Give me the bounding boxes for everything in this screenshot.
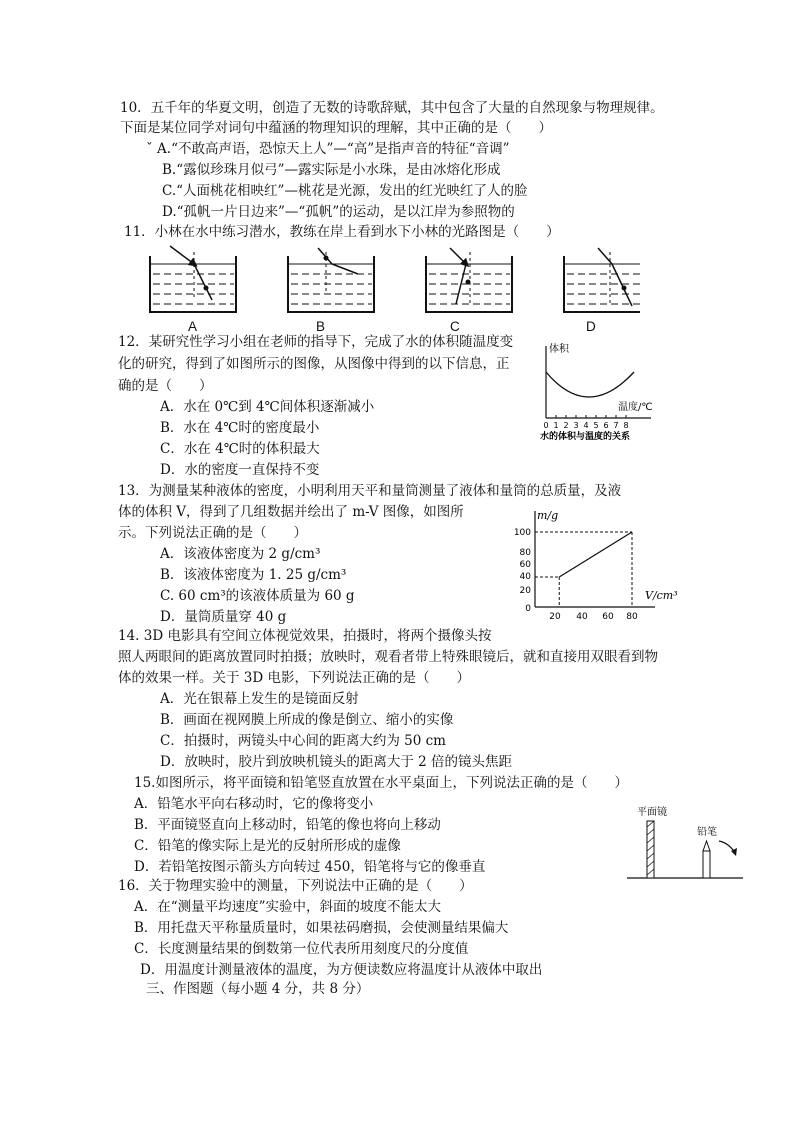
q11-label-d: D [586,319,596,334]
q15-pencil-label: 铅笔 [697,827,717,838]
q12-chart-caption: 水的体积与温度的关系 [540,432,631,442]
q11-figure-c [426,248,512,312]
q12-tick: 5 [593,421,599,430]
q11-figure-d [564,248,640,312]
q13-option-b: B．该液体密度为 1. 25 g/cm³ [160,567,347,583]
q13-data-line [559,532,632,577]
q13-option-c: C. 60 cm³的该液体质量为 60 g [160,588,355,604]
q12-chart-xlabel: 温度/℃ [618,402,653,413]
q12-tick: 4 [583,421,589,430]
q13-plot-area [535,532,632,607]
q14-option-a: A．光在银幕上发生的是镜面反射 [160,691,359,707]
q11-figure-a [150,246,236,312]
q12-stem-line2: 化的研究，得到了如图所示的图像，从图像中得到的以下信息，正 [118,356,510,372]
q12-option-d: D．水的密度一直保持不变 [160,462,320,478]
q12-option-a: A．水在 0℃到 4℃间体积逐渐减小 [160,399,375,415]
q16-option-d: D．用温度计测量液体的温度，为方便读数应将温度计从液体中取出 [140,962,543,978]
q12-tick: 7 [613,421,619,430]
q10-option-a: ˇ A.“不敢高声语，恐惊天上人”—“高”是指声音的特征“音调” [146,141,510,157]
pencil-icon [703,841,710,878]
q13-ytick: 0 [525,604,531,614]
q14-option-d: D．放映时，胶片到放映机镜头的距离大于 2 倍的镜头焦距 [160,754,512,770]
q13-option-a: A．该液体密度为 2 g/cm³ [160,546,321,562]
q12-tick: 1 [553,421,559,430]
q12-tick: 2 [563,421,569,430]
q10-stem-line1: 10．五千年的华夏文明，创造了无数的诗歌辞赋，其中包含了大量的自然现象与物理规律。 [120,100,664,116]
q13-ytick: 40 [519,572,531,582]
q13-xtick: 20 [549,612,561,622]
q15-option-d: D．若铅笔按图示箭头方向转过 450，铅笔将与它的像垂直 [134,859,486,875]
q15-stem: 15.如图所示，将平面镜和铅笔竖直放置在水平桌面上，下列说法正确的是（ ） [134,775,628,791]
q12-chart-ylabel: 体积 [549,344,569,355]
q13-xtick: 80 [626,612,638,622]
q14-stem-line2: 照人两眼间的距离放置同时拍摄；放映时，观看者带上特殊眼镜后，就和直接用双眼看到物 [118,649,658,665]
q13-ytick: 60 [519,560,531,570]
q14-option-b: B．画面在视网膜上所成的像是倒立、缩小的实像 [160,712,454,728]
q12-tick: 0 [543,421,549,430]
q13-stem-line1: 13．为测量某种液体的密度，小明利用天平和量筒测量了液体和量筒的总质量，及液 [118,483,622,499]
q13-ytick: 80 [519,548,531,558]
q11-label-b: B [316,319,326,334]
q12-option-b: B．水在 4℃时的密度最小 [160,420,320,436]
q15-option-a: A．铅笔水平向右移动时，它的像将变小 [134,796,374,812]
q15-option-c: C．铅笔的像实际上是光的反射所形成的虚像 [134,838,401,854]
q16-option-a: A．在“测量平均速度”实验中，斜面的坡度不能太大 [134,899,442,915]
q12-tick: 3 [573,421,579,430]
q13-option-d: D．量筒质量穿 40 g [160,609,287,625]
q11-figure-b [288,248,374,312]
q12-tick: 6 [603,421,609,430]
q12-volume-temperature-chart [536,342,666,442]
q14-option-c: C．拍摄时，两镜头中心间的距离大约为 50 cm [160,733,446,749]
q13-stem-line2: 体的体积 V，得到了几组数据并绘出了 m-V 图像，如图所 [118,504,464,520]
q12-stem-line3: 确的是（ ） [118,378,213,394]
q13-ytick: 100 [513,528,531,538]
q13-ytick: 20 [519,586,531,596]
q16-stem: 16．关于物理实验中的测量，下列说法中正确的是（ ） [118,878,473,894]
q15-mirror-pencil-figure [625,803,745,883]
q10-stem-line2: 下面是某位同学对词句中蕴涵的物理知识的理解，其中正确的是（ ） [120,120,552,136]
q15-mirror-label: 平面镜 [637,807,667,818]
q12-stem-line1: 12．某研究性学习小组在老师的指导下，完成了水的体积随温度变 [118,334,514,350]
q12-tick: 8 [623,421,629,430]
q15-option-b: B．平面镜竖直向上移动时，铅笔的像也将向上移动 [134,817,441,833]
q10-option-b: B.“露似珍珠月似弓”—露实际是小水珠，是由冰熔化形成 [162,162,501,178]
q13-xtick: 60 [602,612,614,622]
q14-stem-line3: 体的效果一样。关于 3D 电影，下列说法正确的是（ ） [118,670,470,686]
q13-stem-line3: 示。下列说法正确的是（ ） [118,525,307,541]
q10-option-d: D.“孤帆一片日边来”—“孤帆”的运动，是以江岸为参照物的 [162,204,515,220]
q13-mass-volume-chart [505,505,685,625]
q11-stem: 11．小林在水中练习潜水，教练在岸上看到水下小林的光路图是（ ） [124,224,560,240]
q16-option-c: C．长度测量结果的倒数第一位代表所用刻度尺的分度值 [134,941,469,957]
q13-xtick: 40 [576,612,588,622]
q13-chart-ylabel: m/g [537,509,559,522]
q12-option-c: C．水在 4℃时的体积最大 [160,441,320,457]
q13-chart-xlabel: V/cm³ [645,589,678,602]
q14-stem-line1: 14. 3D 电影具有空间立体视觉效果，拍摄时，将两个摄像头按 [118,628,492,644]
q11-label-a: A [188,319,198,334]
q16-option-b: B．用托盘天平称量质量时，如果祛码磨损，会使测量结果偏大 [134,920,509,936]
q10-option-c: C.“人面桃花相映红”—桃花是光源，发出的红光映红了人的脸 [162,183,528,199]
q11-label-c: C [450,319,460,334]
q11-light-path-figures [140,244,640,334]
section-3-heading: 三、作图题（每小题 4 分，共 8 分） [146,981,370,997]
